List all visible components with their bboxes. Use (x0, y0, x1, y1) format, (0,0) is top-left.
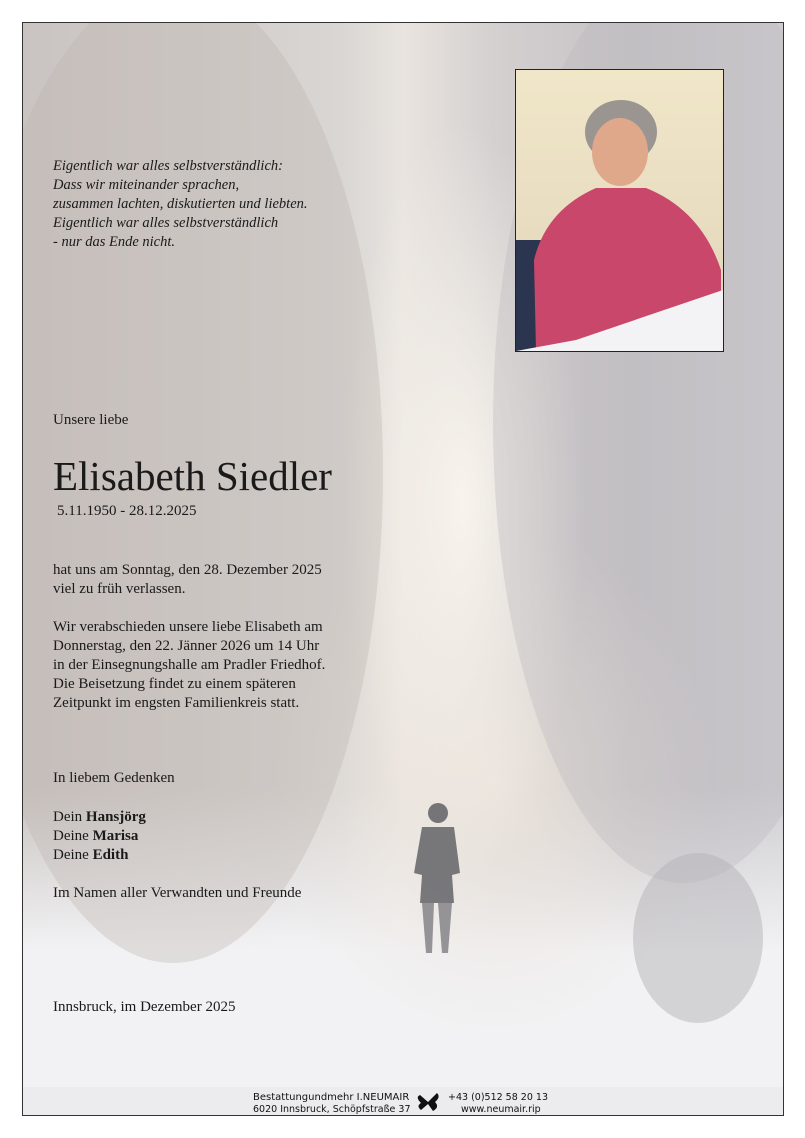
funeral-home-footer (23, 1087, 783, 1115)
company-address: 6020 Innsbruck, Schöpfstraße 37 (253, 1104, 411, 1115)
butterfly-icon (415, 1091, 441, 1113)
background-boulder (633, 853, 763, 1023)
poem (53, 157, 308, 252)
text-line: in der Einsegnungshalle am Pradler Friedhof. (53, 657, 326, 673)
poem-line: - nur das Ende nicht. (53, 234, 176, 250)
obituary-page (22, 22, 784, 1116)
relatives-text: Im Namen aller Verwandten und Freunde (53, 885, 302, 901)
company-name: Bestattungundmehr I.NEUMAIR (253, 1092, 410, 1103)
life-dates: 5.11.1950 - 28.12.2025 (57, 503, 197, 519)
service-text (53, 618, 325, 713)
portrait-image (516, 70, 723, 351)
text-line: Zeitpunkt im engsten Familienkreis statt. (53, 695, 300, 711)
mourner: Deine Edith (53, 847, 129, 863)
mourner: Deine Marisa (53, 828, 139, 844)
text-line: Die Beisetzung findet zu einem späteren (53, 676, 296, 692)
company-phone: +43 (0)512 58 20 13 (448, 1092, 548, 1103)
deceased-name: Elisabeth Siedler (53, 453, 332, 499)
mourners-list (53, 808, 146, 865)
memory-text: In liebem Gedenken (53, 770, 175, 786)
text-line: Donnerstag, den 22. Jänner 2026 um 14 Uhr (53, 638, 320, 654)
text-line: hat uns am Sonntag, den 28. Dezember 2025 (53, 562, 322, 578)
poem-line: Eigentlich war alles selbstverständlich (53, 215, 279, 231)
mourner: Dein Hansjörg (53, 809, 146, 825)
poem-line: zusammen lachten, diskutierten und liebten. (53, 196, 308, 212)
intro-text: Unsere liebe (53, 412, 129, 428)
poem-line: Dass wir miteinander sprachen, (53, 177, 240, 193)
passing-text (53, 561, 322, 599)
poem-line: Eigentlich war alles selbstverständlich: (53, 158, 283, 174)
company-website[interactable]: www.neumair.rip (461, 1104, 541, 1115)
walking-person-silhouette (408, 803, 488, 993)
place-date: Innsbruck, im Dezember 2025 (53, 999, 236, 1015)
text-line: viel zu früh verlassen. (53, 581, 186, 597)
portrait-photo (515, 69, 724, 352)
text-line: Wir verabschieden unsere liebe Elisabeth am (53, 619, 323, 635)
